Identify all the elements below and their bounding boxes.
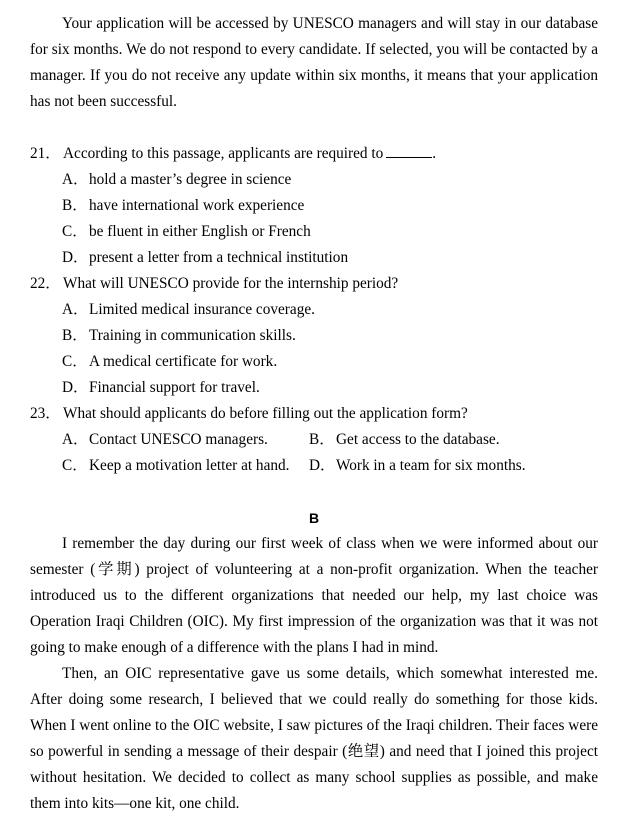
question-text: What will UNESCO provide for the internship period? (63, 275, 399, 292)
option-letter: C． (62, 223, 88, 240)
question-stem (30, 401, 598, 427)
exam-page (30, 11, 598, 817)
option-text: present a letter from a technical institution (89, 249, 349, 266)
option-text: Contact UNESCO managers. (89, 431, 268, 448)
question-stem (30, 271, 598, 297)
option-letter: B． (309, 431, 335, 448)
section-b-paragraph-2: Then, an OIC representative gave us some details, which somewhat interested me. After doing some research, I believed that we could really do something for those kids. When I went online to the OIC website, I saw pictures of the Iraqi children. Their faces were so powerful in sending a message of their despair (绝望) and need that I joined this project without hesitation. We decided to collect as many school supplies as possible, and make them into kits—one kit, one child. (30, 665, 598, 812)
option-b (309, 427, 500, 453)
option-letter: A． (62, 431, 89, 448)
question-text: According to this passage, applicants are required to (63, 145, 384, 162)
option-a (62, 427, 309, 453)
question-number: 22． (30, 275, 61, 292)
option-b (30, 193, 598, 219)
option-b (30, 323, 598, 349)
spacer (30, 115, 598, 141)
option-text: Limited medical insurance coverage. (89, 301, 315, 318)
option-a (30, 167, 598, 193)
question-number: 23． (30, 405, 61, 422)
spacer (30, 479, 598, 505)
option-letter: C． (62, 457, 88, 474)
question-23 (30, 401, 598, 479)
option-letter: C． (62, 353, 88, 370)
option-d (309, 453, 526, 479)
option-text: Get access to the database. (336, 431, 500, 448)
option-d (30, 245, 598, 271)
option-text: have international work experience (89, 197, 305, 214)
option-text: Work in a team for six months. (336, 457, 526, 474)
section-title: B (308, 510, 320, 526)
option-text: hold a master’s degree in science (89, 171, 292, 188)
question-21 (30, 141, 598, 271)
question-number: 21． (30, 145, 61, 162)
question-22 (30, 271, 598, 401)
option-row-ab (30, 427, 598, 453)
option-row-cd (30, 453, 598, 479)
option-text: be fluent in either English or French (89, 223, 311, 240)
option-letter: B． (62, 327, 88, 344)
question-text: What should applicants do before filling out the application form? (63, 405, 468, 422)
option-c (30, 349, 598, 375)
question-stem (30, 141, 598, 167)
option-letter: D． (62, 249, 89, 266)
option-letter: A． (62, 301, 89, 318)
option-c (30, 219, 598, 245)
option-text: Financial support for travel. (89, 379, 260, 396)
option-d (30, 375, 598, 401)
option-text: Training in communication skills. (89, 327, 296, 344)
question-suffix: . (432, 145, 437, 162)
option-text: Keep a motivation letter at hand. (89, 457, 290, 474)
option-letter: B． (62, 197, 88, 214)
passage-a-closing-paragraph: Your application will be accessed by UNESCO managers and will stay in our database for six months. We do not respond to every candidate. If selected, you will be contacted by a manager. If you do not receive any update within six months, it means that your application has not been successful. (30, 15, 598, 110)
option-a (30, 297, 598, 323)
option-letter: D． (62, 379, 89, 396)
answer-blank (386, 143, 432, 158)
option-text: A medical certificate for work. (89, 353, 278, 370)
option-letter: A． (62, 171, 89, 188)
section-b-paragraph-1: I remember the day during our first week of class when we were informed about our semester (学期) project of volunteering at a non-profit organization. When the teacher introduced us to the different organizations that needed our help, my last choice was Operation Iraqi Children (OIC). My first impression of the organization was that it was not going to make enough of a difference with the plans I had in mind. (30, 535, 598, 656)
option-c (62, 453, 309, 479)
option-letter: D． (309, 457, 336, 474)
